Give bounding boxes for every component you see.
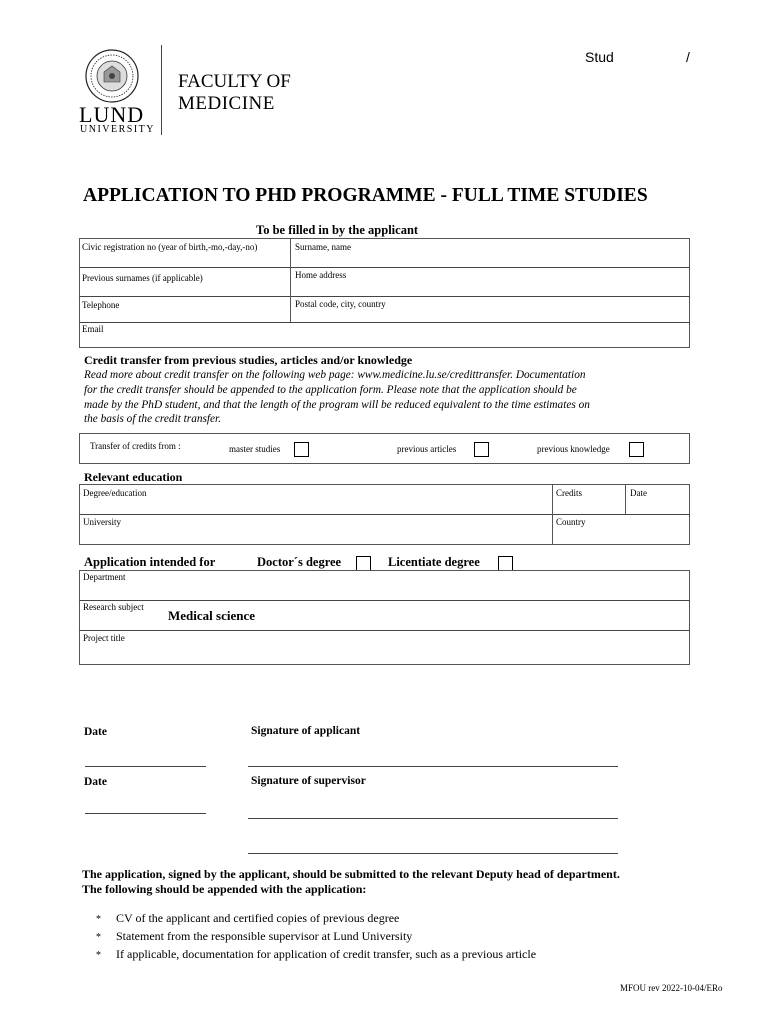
extra-signature-line[interactable] xyxy=(248,853,618,854)
master-studies-label: master studies xyxy=(229,444,281,454)
previous-articles-checkbox[interactable] xyxy=(474,442,489,457)
logo-divider xyxy=(161,45,162,135)
stud-slash: / xyxy=(686,49,690,65)
transfer-from-label: Transfer of credits from : xyxy=(90,441,181,451)
university-field[interactable] xyxy=(80,515,552,544)
application-heading: Application intended for xyxy=(84,555,216,569)
country-label: Country xyxy=(556,517,586,527)
list-item xyxy=(96,910,536,928)
date-label-applicant: Date xyxy=(84,726,107,738)
date-line-applicant[interactable] xyxy=(85,766,206,767)
signature-line-applicant[interactable] xyxy=(248,766,618,767)
telephone-label: Telephone xyxy=(82,300,120,310)
education-date-label: Date xyxy=(630,488,647,498)
postal-code-label: Postal code, city, country xyxy=(295,299,386,309)
previous-surnames-label: Previous surnames (if applicable) xyxy=(82,273,203,283)
master-studies-checkbox[interactable] xyxy=(294,442,309,457)
degree-field[interactable] xyxy=(80,485,552,514)
surname-label: Surname, name xyxy=(295,242,351,252)
signature-line-supervisor[interactable] xyxy=(248,818,618,819)
credits-label: Credits xyxy=(556,488,582,498)
credit-transfer-text-3: made by the PhD student, and that the length of the program will be reduced equivalent to the time estimates on xyxy=(84,399,590,411)
appendix-instruction: The following should be appended with the application: xyxy=(82,882,367,896)
previous-articles-label: previous articles xyxy=(397,444,457,454)
previous-knowledge-checkbox[interactable] xyxy=(629,442,644,457)
research-subject-label: Research subject xyxy=(83,602,144,612)
credit-transfer-text-1: Read more about credit transfer on the following web page: www.medicine.lu.se/credittransfer. Documentation xyxy=(84,369,586,381)
bullet-glyph: * xyxy=(96,932,101,943)
email-field[interactable] xyxy=(80,323,689,347)
bullet-list xyxy=(96,910,536,964)
licentiate-degree-label: Licentiate degree xyxy=(388,555,480,569)
list-item xyxy=(96,928,536,946)
faculty-line-2: MEDICINE xyxy=(178,93,275,114)
credit-transfer-heading: Credit transfer from previous studies, articles and/or knowledge xyxy=(84,353,413,367)
applicant-heading: To be filled in by the applicant xyxy=(256,223,419,237)
signature-applicant-label: Signature of applicant xyxy=(251,725,361,737)
university-wordmark: LUND xyxy=(79,102,145,127)
university-seal-icon xyxy=(80,48,144,104)
civic-registration-label: Civic registration no (year of birth,-mo,-day,-no) xyxy=(82,242,258,252)
credit-transfer-text-4: the basis of the credit transfer. xyxy=(84,413,222,425)
project-title-field[interactable] xyxy=(80,631,689,664)
project-title-label: Project title xyxy=(83,633,125,643)
bullet-text: Statement from the responsible supervisor at Lund University xyxy=(116,929,413,943)
bullet-glyph: * xyxy=(96,914,101,925)
signature-supervisor-label: Signature of supervisor xyxy=(251,775,366,787)
research-subject-value: Medical science xyxy=(168,608,255,623)
department-field[interactable] xyxy=(80,571,689,600)
department-label: Department xyxy=(83,572,126,582)
date-label-supervisor: Date xyxy=(84,776,107,788)
submission-instruction: The application, signed by the applicant, should be submitted to the relevant Deputy head of department. xyxy=(82,867,620,881)
bullet-glyph: * xyxy=(96,950,101,961)
bullet-text: CV of the applicant and certified copies of previous degree xyxy=(116,911,400,925)
home-address-label: Home address xyxy=(295,270,347,280)
university-subword: UNIVERSITY xyxy=(80,124,155,135)
date-line-supervisor[interactable] xyxy=(85,813,206,814)
list-item xyxy=(96,946,536,964)
credit-transfer-text-2: for the credit transfer should be appended to the application form. Please note that the application should be xyxy=(84,384,577,396)
email-label: Email xyxy=(82,324,104,334)
revision-note: MFOU rev 2022-10-04/ERo xyxy=(620,983,723,993)
faculty-line-1: FACULTY OF xyxy=(178,71,291,92)
degree-label: Degree/education xyxy=(83,488,147,498)
doctor-degree-checkbox[interactable] xyxy=(356,556,371,571)
education-heading: Relevant education xyxy=(84,470,183,484)
previous-knowledge-label: previous knowledge xyxy=(537,444,610,454)
doctor-degree-label: Doctor´s degree xyxy=(257,555,342,569)
page-title: APPLICATION TO PHD PROGRAMME - FULL TIME STUDIES xyxy=(83,185,648,206)
stud-label: Stud xyxy=(585,49,614,65)
university-label: University xyxy=(83,517,121,527)
home-address-field[interactable] xyxy=(291,268,689,296)
bullet-text: If applicable, documentation for application of credit transfer, such as a previous article xyxy=(116,947,537,961)
licentiate-degree-checkbox[interactable] xyxy=(498,556,513,571)
